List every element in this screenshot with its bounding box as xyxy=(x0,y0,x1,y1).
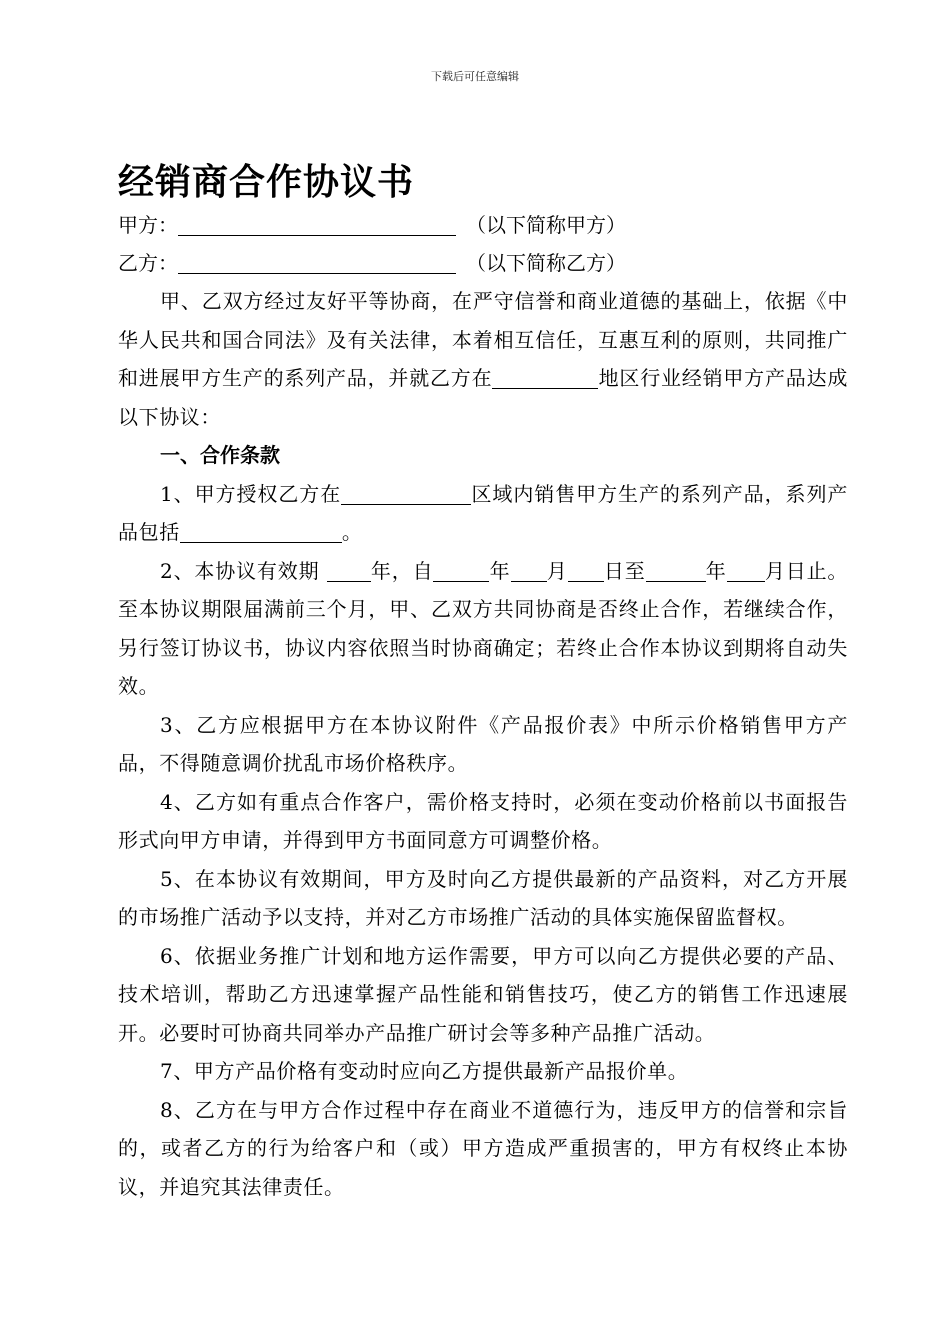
start-year-blank xyxy=(433,559,489,582)
clause-1-text-3: 。 xyxy=(341,520,363,544)
end-month-blank xyxy=(727,559,765,582)
intro-text-1: 甲、乙双方经过友好平等协商，在严守信誉和商业道德的基础上，依据《中华人民共和国合同法》及有关法律，本着相互信任，互惠互利的原则，共同推广和进展甲方生产的系列产品，并就乙方在 xyxy=(118,289,848,390)
clause-7: 7、甲方产品价格有变动时应向乙方提供最新产品报价单。 xyxy=(160,1059,689,1083)
party-b-line xyxy=(118,244,848,282)
end-year-blank xyxy=(646,559,706,582)
header-note: 下载后可任意编辑 xyxy=(431,70,519,83)
party-b-note: （以下简称乙方） xyxy=(466,251,626,275)
clause-5: 5、在本协议有效期间，甲方及时向乙方提供最新的产品资料，对乙方开展的市场推广活动予以支持，并对乙方市场推广活动的具体实施保留监督权。 xyxy=(118,866,848,929)
party-a-line xyxy=(118,206,848,244)
region-blank xyxy=(492,366,598,389)
party-a-note: （以下简称甲方） xyxy=(466,213,626,237)
intro-paragraph xyxy=(118,282,848,436)
start-day-blank xyxy=(568,559,604,582)
clause-1 xyxy=(118,475,848,552)
clause-1-products-blank xyxy=(180,520,342,543)
document-body xyxy=(118,160,848,1206)
party-b-blank xyxy=(178,251,456,274)
clause-3: 3、乙方应根据甲方在本协议附件《产品报价表》中所示价格销售甲方产品，不得随意调价扰乱市场价格秩序。 xyxy=(118,712,848,775)
party-a-blank xyxy=(178,213,456,236)
clause-4: 4、乙方如有重点合作客户，需价格支持时，必须在变动价格前以书面报告形式向甲方申请，并得到甲方书面同意方可调整价格。 xyxy=(118,789,848,852)
start-month-blank xyxy=(511,559,547,582)
clause-1-region-blank xyxy=(341,482,471,505)
clause-8: 8、乙方在与甲方合作过程中存在商业不道德行为，违反甲方的信誉和宗旨的，或者乙方的行为给客户和（或）甲方造成严重损害的，甲方有权终止本协议，并追究其法律责任。 xyxy=(118,1097,848,1199)
section-heading: 一、合作条款 xyxy=(160,443,280,467)
term-years-blank xyxy=(327,559,371,582)
intro-text-2: 地区行业经销甲方产品达成以下协议： xyxy=(118,366,848,429)
party-b-label: 乙方： xyxy=(118,251,178,275)
clause-2-text-6: 年 xyxy=(705,558,727,583)
clause-2-text-5: 日至 xyxy=(603,558,646,583)
clause-2-text-1: 2、本协议有效期 xyxy=(160,558,327,583)
party-a-label: 甲方： xyxy=(118,213,178,237)
clause-2-text-7: 月日止。至本协议期限届满前三个月，甲、乙双方共同协商是否终止合作，若继续合作，另行签订协议书，协议内容依照当时协商确定；若终止合作本协议到期将自动失效。 xyxy=(118,558,849,698)
clause-2-text-2: 年，自 xyxy=(370,558,434,583)
clause-2-text-4: 月 xyxy=(546,558,568,583)
document-title: 经销商合作协议书 xyxy=(118,162,415,203)
clause-2-text-3: 年 xyxy=(489,558,511,583)
clause-1-text-2: 区域内销售甲方生产的系列产品，系列产品包括 xyxy=(118,481,848,544)
clause-1-text-1: 1、甲方授权乙方在 xyxy=(160,481,342,506)
clause-6: 6、依据业务推广计划和地方运作需要，甲方可以向乙方提供必要的产品、技术培训，帮助乙方迅速掌握产品性能和销售技巧，使乙方的销售工作迅速展开。必要时可协商共同举办产品推广研讨会等多种产品推广活动。 xyxy=(118,943,848,1045)
clause-2 xyxy=(118,552,848,706)
